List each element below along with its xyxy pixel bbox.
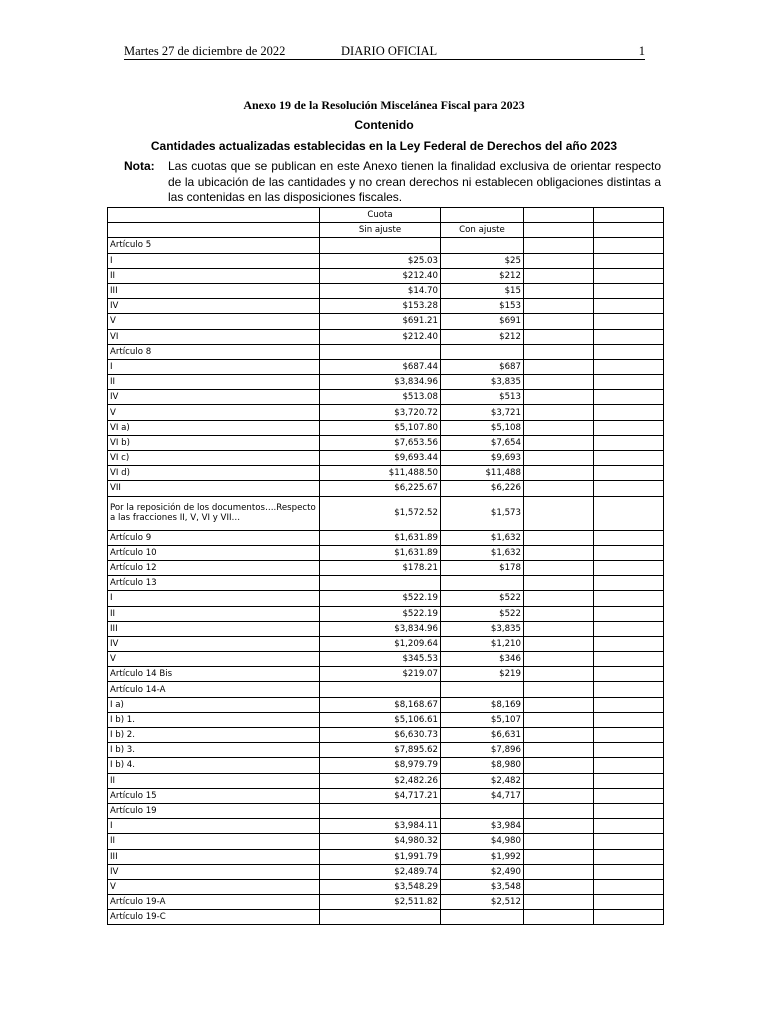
con-ajuste-cell: $212 (441, 268, 524, 283)
sin-ajuste-cell: $3,548.29 (320, 879, 441, 894)
empty-cell (594, 819, 664, 834)
empty-cell (524, 576, 594, 591)
empty-cell (524, 253, 594, 268)
sin-ajuste-cell: $6,225.67 (320, 481, 441, 496)
empty-cell (594, 238, 664, 253)
table-row (108, 329, 664, 344)
sin-ajuste-cell: $7,653.56 (320, 435, 441, 450)
empty-cell (524, 344, 594, 359)
empty-cell (594, 405, 664, 420)
empty-cell (594, 451, 664, 466)
empty-cell (594, 359, 664, 374)
con-ajuste-cell (441, 910, 524, 925)
table-row (108, 390, 664, 405)
sin-ajuste-cell: $219.07 (320, 667, 441, 682)
con-ajuste-cell: $1,992 (441, 849, 524, 864)
table-row (108, 253, 664, 268)
empty-cell (594, 545, 664, 560)
concept-cell: III (108, 849, 320, 864)
table-row (108, 773, 664, 788)
table-row (108, 375, 664, 390)
sin-ajuste-cell (320, 238, 441, 253)
empty-cell (594, 481, 664, 496)
empty-cell (594, 591, 664, 606)
table-row (108, 667, 664, 682)
empty-cell (594, 697, 664, 712)
sin-ajuste-cell: $522.19 (320, 606, 441, 621)
empty-cell (594, 773, 664, 788)
con-ajuste-cell (441, 344, 524, 359)
concept-cell: I (108, 591, 320, 606)
con-ajuste-cell: $7,896 (441, 743, 524, 758)
sin-ajuste-cell: $2,511.82 (320, 895, 441, 910)
empty-cell (524, 652, 594, 667)
sin-ajuste-cell: $5,107.80 (320, 420, 441, 435)
sin-ajuste-cell: $9,693.44 (320, 451, 441, 466)
empty-cell (524, 697, 594, 712)
table-row (108, 268, 664, 283)
sin-ajuste-cell: $5,106.61 (320, 712, 441, 727)
empty-cell (594, 253, 664, 268)
table-row (108, 238, 664, 253)
concept-cell: II (108, 773, 320, 788)
empty-cell (524, 910, 594, 925)
con-ajuste-cell: $5,108 (441, 420, 524, 435)
sin-ajuste-cell: $513.08 (320, 390, 441, 405)
con-ajuste-cell: $8,980 (441, 758, 524, 773)
concept-cell: IV (108, 299, 320, 314)
con-ajuste-cell: $15 (441, 283, 524, 298)
empty-cell (524, 849, 594, 864)
con-ajuste-cell: $691 (441, 314, 524, 329)
empty-cell (524, 712, 594, 727)
empty-cell (524, 591, 594, 606)
empty-cell (594, 712, 664, 727)
sin-ajuste-cell: $212.40 (320, 268, 441, 283)
fees-table (107, 207, 664, 925)
table-row (108, 560, 664, 575)
table-row (108, 712, 664, 727)
table-row (108, 344, 664, 359)
empty-cell (594, 803, 664, 818)
empty-cell (594, 834, 664, 849)
empty-cell (594, 435, 664, 450)
header-publication: DIARIO OFICIAL (341, 44, 438, 58)
concept-cell: Artículo 19-A (108, 895, 320, 910)
sin-ajuste-cell (320, 910, 441, 925)
concept-cell: I b) 3. (108, 743, 320, 758)
con-ajuste-cell: $3,984 (441, 819, 524, 834)
table-row (108, 636, 664, 651)
concept-cell: I b) 4. (108, 758, 320, 773)
con-ajuste-cell: $1,632 (441, 545, 524, 560)
sin-ajuste-cell: $3,720.72 (320, 405, 441, 420)
con-ajuste-cell: $2,512 (441, 895, 524, 910)
empty-cell (594, 344, 664, 359)
table-row (108, 621, 664, 636)
con-ajuste-cell (441, 576, 524, 591)
table-row (108, 895, 664, 910)
empty-cell (594, 606, 664, 621)
empty-cell (594, 652, 664, 667)
con-ajuste-cell: $1,573 (441, 496, 524, 530)
con-ajuste-cell: $3,835 (441, 375, 524, 390)
sin-ajuste-cell: $687.44 (320, 359, 441, 374)
empty-cell (524, 606, 594, 621)
con-ajuste-cell: $3,548 (441, 879, 524, 894)
con-ajuste-cell: $8,169 (441, 697, 524, 712)
table-row (108, 879, 664, 894)
empty-cell (594, 621, 664, 636)
table-row (108, 435, 664, 450)
concept-cell: Artículo 19 (108, 803, 320, 818)
concept-cell: Por la reposición de los documentos….Respecto a las fracciones II, V, VI y VII… (108, 496, 320, 530)
concept-cell: Artículo 5 (108, 238, 320, 253)
concept-cell: VI b) (108, 435, 320, 450)
concept-cell: IV (108, 390, 320, 405)
sin-ajuste-cell: $2,489.74 (320, 864, 441, 879)
sin-ajuste-cell (320, 576, 441, 591)
table-row (108, 803, 664, 818)
concept-cell: II (108, 606, 320, 621)
table-row (108, 788, 664, 803)
empty-cell (594, 910, 664, 925)
empty-cell (524, 728, 594, 743)
empty-cell (524, 834, 594, 849)
empty-cell (524, 420, 594, 435)
empty-cell (524, 359, 594, 374)
con-ajuste-cell: $522 (441, 591, 524, 606)
sin-ajuste-cell: $4,717.21 (320, 788, 441, 803)
header-page-number: 1 (638, 44, 645, 58)
concept-cell: I (108, 819, 320, 834)
empty-cell (594, 420, 664, 435)
concept-cell: Artículo 15 (108, 788, 320, 803)
con-ajuste-cell: $687 (441, 359, 524, 374)
header-cell (594, 208, 664, 223)
concept-cell: I (108, 253, 320, 268)
concept-cell: IV (108, 636, 320, 651)
empty-cell (524, 788, 594, 803)
empty-cell (524, 864, 594, 879)
table-row (108, 481, 664, 496)
header-cell (108, 208, 320, 223)
page-header (124, 44, 645, 60)
sin-ajuste-cell: $25.03 (320, 253, 441, 268)
con-ajuste-cell: $513 (441, 390, 524, 405)
sin-ajuste-cell: $1,631.89 (320, 545, 441, 560)
con-ajuste-header: Con ajuste (441, 223, 524, 238)
con-ajuste-cell: $6,631 (441, 728, 524, 743)
concept-cell: II (108, 375, 320, 390)
sin-ajuste-cell: $3,834.96 (320, 375, 441, 390)
table-row (108, 682, 664, 697)
empty-cell (524, 466, 594, 481)
empty-cell (594, 314, 664, 329)
sin-ajuste-cell: $212.40 (320, 329, 441, 344)
document-subtitle: Cantidades actualizadas establecidas en la Ley Federal de Derechos del año 2023 (150, 139, 618, 153)
empty-cell (524, 621, 594, 636)
concept-cell: II (108, 834, 320, 849)
sin-ajuste-cell: $3,834.96 (320, 621, 441, 636)
empty-cell (524, 375, 594, 390)
con-ajuste-cell: $9,693 (441, 451, 524, 466)
concept-cell: V (108, 652, 320, 667)
table-row (108, 359, 664, 374)
header-cell (524, 208, 594, 223)
sin-ajuste-cell (320, 344, 441, 359)
table-row (108, 606, 664, 621)
sin-ajuste-cell: $8,979.79 (320, 758, 441, 773)
header-cell (441, 208, 524, 223)
sin-ajuste-cell: $7,895.62 (320, 743, 441, 758)
table-row (108, 420, 664, 435)
concept-cell: VI a) (108, 420, 320, 435)
sin-ajuste-header: Sin ajuste (320, 223, 441, 238)
sin-ajuste-cell: $11,488.50 (320, 466, 441, 481)
con-ajuste-cell: $346 (441, 652, 524, 667)
table-header-row (108, 208, 664, 223)
con-ajuste-cell: $153 (441, 299, 524, 314)
empty-cell (524, 819, 594, 834)
empty-cell (594, 728, 664, 743)
empty-cell (594, 636, 664, 651)
table-row (108, 299, 664, 314)
sin-ajuste-cell: $1,631.89 (320, 530, 441, 545)
empty-cell (594, 879, 664, 894)
con-ajuste-cell: $5,107 (441, 712, 524, 727)
empty-cell (594, 667, 664, 682)
sin-ajuste-cell: $691.21 (320, 314, 441, 329)
table-row (108, 576, 664, 591)
sin-ajuste-cell: $1,209.64 (320, 636, 441, 651)
table-row (108, 591, 664, 606)
table-row (108, 466, 664, 481)
empty-cell (524, 329, 594, 344)
table-row (108, 530, 664, 545)
con-ajuste-cell: $3,721 (441, 405, 524, 420)
empty-cell (594, 375, 664, 390)
con-ajuste-cell: $11,488 (441, 466, 524, 481)
empty-cell (594, 576, 664, 591)
sin-ajuste-cell: $522.19 (320, 591, 441, 606)
con-ajuste-cell: $178 (441, 560, 524, 575)
empty-cell (594, 299, 664, 314)
empty-cell (594, 864, 664, 879)
table-row (108, 496, 664, 530)
concept-cell: VII (108, 481, 320, 496)
concept-cell: VI d) (108, 466, 320, 481)
con-ajuste-cell: $219 (441, 667, 524, 682)
table-body (108, 238, 664, 925)
empty-cell (524, 560, 594, 575)
table-row (108, 314, 664, 329)
empty-cell (524, 299, 594, 314)
concept-cell: Artículo 9 (108, 530, 320, 545)
con-ajuste-cell: $4,717 (441, 788, 524, 803)
table-header-row (108, 223, 664, 238)
sin-ajuste-cell: $153.28 (320, 299, 441, 314)
empty-cell (594, 849, 664, 864)
sin-ajuste-cell: $178.21 (320, 560, 441, 575)
sin-ajuste-cell: $3,984.11 (320, 819, 441, 834)
empty-cell (594, 530, 664, 545)
empty-cell (524, 895, 594, 910)
note-label: Nota: (124, 159, 155, 173)
empty-cell (524, 314, 594, 329)
concept-cell: Artículo 14-A (108, 682, 320, 697)
empty-cell (524, 545, 594, 560)
empty-cell (594, 895, 664, 910)
header-cell (594, 223, 664, 238)
empty-cell (524, 636, 594, 651)
concept-cell: I b) 2. (108, 728, 320, 743)
table-row (108, 743, 664, 758)
table-row (108, 545, 664, 560)
con-ajuste-cell: $4,980 (441, 834, 524, 849)
concept-cell: V (108, 405, 320, 420)
con-ajuste-cell: $2,482 (441, 773, 524, 788)
empty-cell (524, 390, 594, 405)
contents-heading: Contenido (354, 118, 414, 132)
empty-cell (524, 481, 594, 496)
concept-cell: IV (108, 864, 320, 879)
concept-cell: V (108, 314, 320, 329)
empty-cell (524, 435, 594, 450)
con-ajuste-cell (441, 682, 524, 697)
empty-cell (524, 879, 594, 894)
sin-ajuste-cell: $1,572.52 (320, 496, 441, 530)
empty-cell (594, 496, 664, 530)
sin-ajuste-cell: $14.70 (320, 283, 441, 298)
empty-cell (524, 496, 594, 530)
table-row (108, 864, 664, 879)
table-row (108, 819, 664, 834)
empty-cell (594, 682, 664, 697)
con-ajuste-cell: $522 (441, 606, 524, 621)
empty-cell (524, 451, 594, 466)
table-row (108, 849, 664, 864)
empty-cell (594, 743, 664, 758)
sin-ajuste-cell (320, 803, 441, 818)
con-ajuste-cell: $1,632 (441, 530, 524, 545)
table-row (108, 728, 664, 743)
empty-cell (524, 667, 594, 682)
concept-cell: V (108, 879, 320, 894)
con-ajuste-cell: $2,490 (441, 864, 524, 879)
con-ajuste-cell: $1,210 (441, 636, 524, 651)
empty-cell (524, 238, 594, 253)
empty-cell (524, 682, 594, 697)
header-rule (124, 59, 645, 60)
table-row (108, 652, 664, 667)
sin-ajuste-cell: $345.53 (320, 652, 441, 667)
con-ajuste-cell: $6,226 (441, 481, 524, 496)
table-row (108, 758, 664, 773)
empty-cell (594, 329, 664, 344)
header-cell (524, 223, 594, 238)
note-text: Las cuotas que se publican en este Anexo tienen la finalidad exclusiva de orientar respecto de la ubicación de las cantidades y no crean derechos ni establecen obligaciones distintas a las contenidas en las disposiciones fiscales. (168, 159, 661, 204)
sin-ajuste-cell: $6,630.73 (320, 728, 441, 743)
empty-cell (524, 530, 594, 545)
empty-cell (524, 283, 594, 298)
cuota-header: Cuota (320, 208, 441, 223)
con-ajuste-cell (441, 238, 524, 253)
table-row (108, 834, 664, 849)
concept-cell: Artículo 19-C (108, 910, 320, 925)
concept-cell: I a) (108, 697, 320, 712)
empty-cell (524, 758, 594, 773)
concept-cell: I (108, 359, 320, 374)
concept-cell: Artículo 10 (108, 545, 320, 560)
table-row (108, 910, 664, 925)
header-date: Martes 27 de diciembre de 2022 (124, 44, 286, 58)
annex-title: Anexo 19 de la Resolución Miscelánea Fiscal para 2023 (243, 98, 525, 112)
empty-cell (524, 268, 594, 283)
con-ajuste-cell: $212 (441, 329, 524, 344)
con-ajuste-cell: $7,654 (441, 435, 524, 450)
empty-cell (594, 268, 664, 283)
empty-cell (594, 758, 664, 773)
header-cell (108, 223, 320, 238)
concept-cell: I b) 1. (108, 712, 320, 727)
empty-cell (594, 390, 664, 405)
empty-cell (594, 466, 664, 481)
empty-cell (524, 743, 594, 758)
table-row (108, 405, 664, 420)
sin-ajuste-cell: $2,482.26 (320, 773, 441, 788)
table-row (108, 283, 664, 298)
table-row (108, 451, 664, 466)
concept-cell: III (108, 621, 320, 636)
con-ajuste-cell (441, 803, 524, 818)
sin-ajuste-cell: $1,991.79 (320, 849, 441, 864)
concept-cell: Artículo 13 (108, 576, 320, 591)
con-ajuste-cell: $3,835 (441, 621, 524, 636)
concept-cell: II (108, 268, 320, 283)
table-row (108, 697, 664, 712)
concept-cell: III (108, 283, 320, 298)
sin-ajuste-cell (320, 682, 441, 697)
empty-cell (524, 803, 594, 818)
empty-cell (524, 773, 594, 788)
concept-cell: Artículo 14 Bis (108, 667, 320, 682)
empty-cell (524, 405, 594, 420)
concept-cell: Artículo 12 (108, 560, 320, 575)
empty-cell (594, 788, 664, 803)
concept-cell: VI (108, 329, 320, 344)
empty-cell (594, 283, 664, 298)
concept-cell: Artículo 8 (108, 344, 320, 359)
sin-ajuste-cell: $8,168.67 (320, 697, 441, 712)
sin-ajuste-cell: $4,980.32 (320, 834, 441, 849)
empty-cell (594, 560, 664, 575)
concept-cell: VI c) (108, 451, 320, 466)
con-ajuste-cell: $25 (441, 253, 524, 268)
